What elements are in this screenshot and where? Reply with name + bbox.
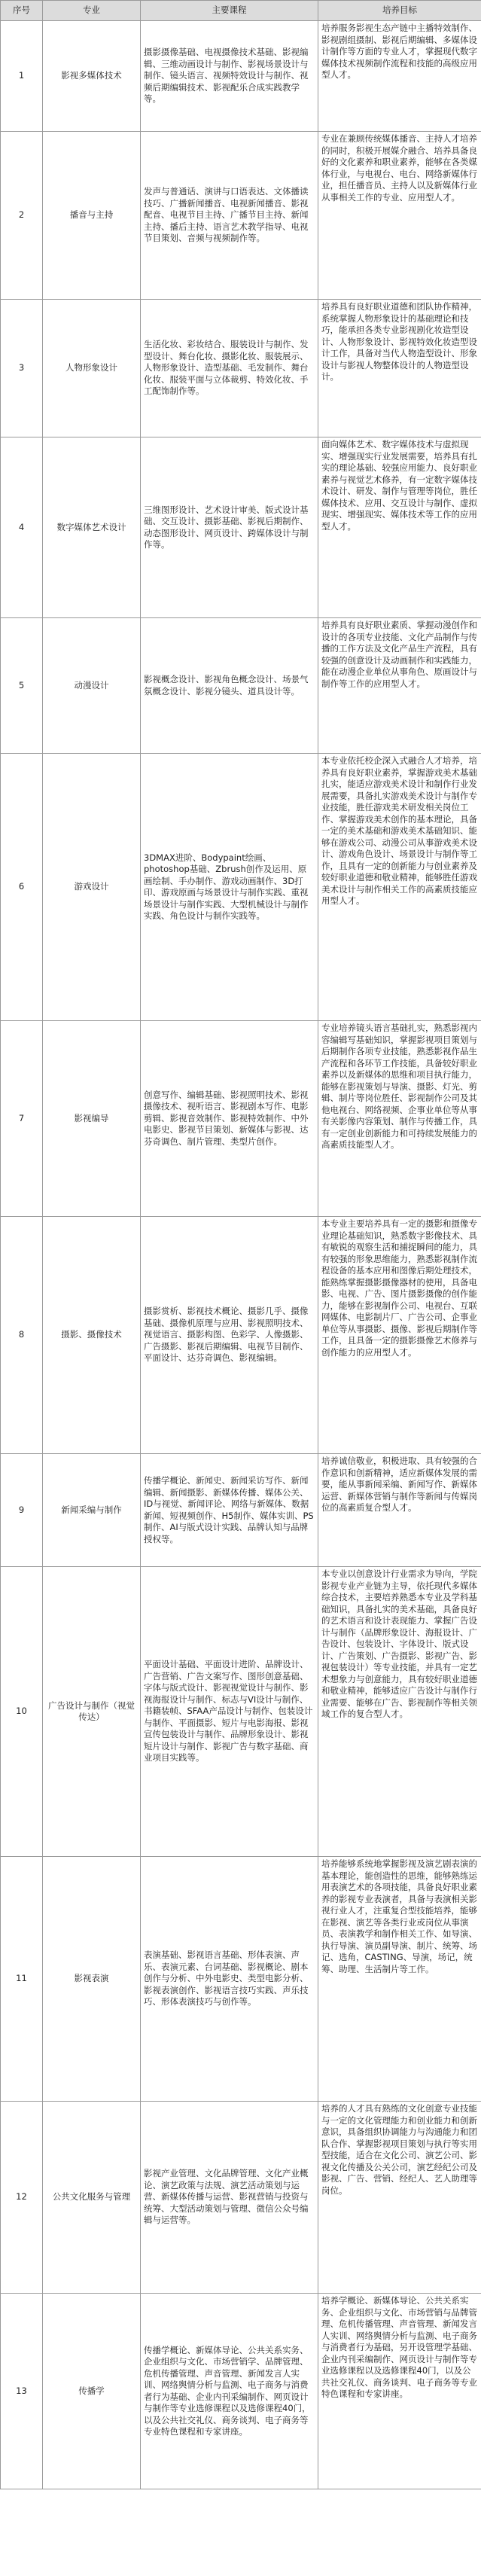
table-row — [1, 618, 481, 754]
row-number: 2 — [1, 132, 43, 300]
row-courses: 影视概念设计、影视角色概念设计、场景气氛概念设计、影视分镜头、道具设计等。 — [141, 618, 318, 754]
table-row — [1, 1857, 481, 2102]
row-number: 6 — [1, 754, 43, 1021]
row-goal: 本专业依托校企深入式融合人才培养，培养具有良好职业素养，掌握游戏美术基础扎实，能适应游戏美术设计和制作行业发展需要，具备扎实游戏美术设计与制作专业技能，胜任游戏美术研发相关岗位工作、掌握游戏美术创作的基本理论，具备一定的美术基础和游戏美术基础知识、能够在游戏公司、动漫公司从事游戏美术设计、游戏角色设计、场景设计与制作等工作，且具有一定的创新能力与创业素养及较好职业道德和敬业精神，能够胜任游戏美术设计与制作相关工作的高素质技能应用型人才。 — [318, 754, 481, 1021]
row-major: 游戏设计 — [43, 754, 141, 1021]
row-goal: 培养服务影视生态产链中主播特效制作、影视剧组摄制、影视后期编辑、多媒体设计制作等方面的专业人才，掌握现代数字媒体技术视频制作流程和技能的高级应用型人才。 — [318, 21, 481, 132]
row-courses: 摄影摄像基础、电视摄像技术基础、影视编辑、三维动画设计与制作、影视场景设计与制作、镜头语言、视频特效设计与制作、视频后期编辑技术、影视配乐合成实践教学等。 — [141, 21, 318, 132]
row-goal: 本专业以创意设计行业需求为导向，学院影视专业产业链为主导，依托现代多媒体综合技术，主要培养熟悉本专业及学科基础知识，具备扎实的美术基础，具备良好的艺术语言和设计表现能力、掌握广告设计与制作（品牌形象设计、海报设计、广告设计、包装设计、字体设计、版式设计、广告策划、广告摄影、影视广告、影视包装设计）等专业技能，并具有一定艺术想象力与创意能力，具有较好职业道德和敬业精神，能够适应广告设计与制作行业需要、能够在广告、影视制作等相关领域工作的复合型人才。 — [318, 1567, 481, 1857]
row-number: 11 — [1, 1857, 43, 2102]
row-courses: 传播学概论、新闻史、新闻采访写作、新闻编辑、新闻摄影、新媒体传播、媒体公关、ID与视觉、新闻评论、网络与新媒体、数据新闻、短视频创作、H5制作、媒体实训、PS制作、AI与版式设计实践、品牌认知与品牌授权等。 — [141, 1454, 318, 1567]
row-number: 4 — [1, 437, 43, 618]
row-courses: 三维图形设计、艺术设计审美、版式设计基础、交互设计、摄影基础、影视后期制作、动态图形设计、网页设计、跨媒体设计与制作等。 — [141, 437, 318, 618]
row-goal: 培养能够系统地掌握影视及演艺剧表演的基本理论，能创造性的思维，能够熟练运用表演艺术的各项技能，具备良好职业素养的影视专业表演者，具备与表演相关影视行业人才，注重复合型技能培养，能够在影视、演艺等各类行业或岗位从事演员、表演教学和制作相关工作、如导演、执行导演、演员副导演、制片、统筹、场记、选角，CASTING、导演，场记，统筹、助理、生活制片等工作。 — [318, 1857, 481, 2102]
row-major: 播音与主持 — [43, 132, 141, 300]
row-goal: 培养具有良好职业素质、掌握动漫创作和设计的各项专业技能、文化产品制作与传播的工作方法及文化产品生产流程，具有较强的创意设计及动画制作和实践能力，能在动漫企业单位从事角色、原画设计与制作等工作的应用型人才。 — [318, 618, 481, 754]
table-row — [1, 1454, 481, 1567]
row-major: 影视多媒体技术 — [43, 21, 141, 132]
row-number: 10 — [1, 1567, 43, 1857]
row-major: 新闻采编与制作 — [43, 1454, 141, 1567]
table-header-row — [1, 1, 481, 21]
row-courses: 摄影赏析、影视技术概论、摄影几乎、摄像基础、摄像机原理与应用、影视照明技术、视觉语言、摄影构图、色彩学、人像摄影、广告摄影、影视后期编辑、电视节目制作、平面设计、达芬奇调色、影视编辑。 — [141, 1217, 318, 1454]
row-goal: 专业在兼顾传统媒体播音、主持人才培养的同时，积极开展媒介融合、培养具备良好的文化素养和职业素养，能够在各类媒体行业，与电视台、电台、网络新媒体行业，担任播音员、主持人以及新媒体行业从事相关工作的专业、应用型人才。 — [318, 132, 481, 300]
header-no: 序号 — [1, 1, 43, 21]
row-goal: 培养的人才具有熟练的文化创意专业技能与一定的文化管理能力和创业能力和创新意识，具备组织协调能力与沟通能力和团队合作、掌握影视项目策划与执行等实用型技能，适合在文化公司、演艺公司、影视文化传播及公关公司，演艺经纪公司及影视、广告、营销、经纪人、艺人助理等岗位。 — [318, 2102, 481, 2294]
row-courses: 平面设计基础、平面设计进阶、品牌设计、广告营销、广告文案写作、图形创意基础、字体与版式设计、影视视觉设计与制作、影视海报设计与制作、标志与VI设计与制作、书籍装帧、SFAA产品设计与制作、包装设计与制作、平面摄影、短片与电影海报、影视宣传包装设计与制作、品牌形象设计、影视短片设计与制作、影视广告与数字基础、商业项目实践等。 — [141, 1567, 318, 1857]
table-row — [1, 2102, 481, 2294]
row-goal: 专业培养镜头语言基础扎实，熟悉影视内容编辑写基础知识，掌握影视项目策划与后期制作各项专业技能，熟悉影视作品生产流程和各环节工作技能，具备较好职业素养以及新媒体的思维和项目执行能力，能够在影视策划与导演、摄影、灯光、剪辑、制片等岗位胜任、影视制作公司及其他电视台、网络视频、企事业单位等从事有关影像内容策划、制作与传播工作，具有一定创业创新能力和可持续发展能力的高素质技能型人才。 — [318, 1021, 481, 1217]
row-major: 影视编导 — [43, 1021, 141, 1217]
row-courses: 发声与普通话、演讲与口语表达、文体播读技巧、广播新闻播音、电视新闻播音、影视配音、电视节目主持、广播节目主持、新闻主持、播后主持、语言艺术教学指导、电视节目策划、音频与视频制作等。 — [141, 132, 318, 300]
table-row — [1, 1217, 481, 1454]
row-courses: 创意写作、编辑基础、影视照明技术、影视摄像技术、视听语言、影视剧本写作、电影剪辑、影视音效制作、影视特效制作、中外电影史、影视节目策划、新媒体与影视、达芬奇调色、制片管理、类型片创作。 — [141, 1021, 318, 1217]
row-major: 动漫设计 — [43, 618, 141, 754]
row-goal: 本专业主要培养具有一定的摄影和摄像专业理论基础知识，熟悉数字影像技术、具有敏锐的观察生活和捕捉瞬间的能力，具有较强的形象思维能力，熟悉影视制作流程设备的基本应用和图像后期处理技术，能熟练掌握摄影摄像器材的使用，具备电影、电视、广告、图片摄影摄像的创作能力，能够在影视制作公司、电视台、互联网媒体、电影制片厂、广告公司、企事业单位等从事摄影、摄像、影视后期制作等工作，且具备一定的摄影摄像艺术修养与创作能力的应用型人才。 — [318, 1217, 481, 1454]
row-number: 12 — [1, 2102, 43, 2294]
table-row — [1, 132, 481, 300]
row-number: 3 — [1, 300, 43, 437]
row-major: 传播学 — [43, 2294, 141, 2489]
row-goal: 面向媒体艺术、数字媒体技术与虚拟现实、增强现实行业发展需要，培养具有扎实的理论基础、较强应用能力、良好职业素养与视觉艺术修养，有一定数字媒体技术设计、研发、制作与管理等岗位，胜任媒体技术、应用、交互设计与制作、虚拟现实、增强现实、媒体技术等工作的应用型人才。 — [318, 437, 481, 618]
row-number: 13 — [1, 2294, 43, 2489]
table-row — [1, 21, 481, 132]
row-courses: 影视产业管理、文化品牌管理、文化产业概论、演艺政策与法规、演艺活动策划与运营、新媒体传播与运营、影视营销与投资与统筹、大型活动策划与管理、微信公众号编辑与运营等。 — [141, 2102, 318, 2294]
row-courses: 传播学概论、新媒体导论、公共关系实务、企业组织与文化、市场营销学、品牌管理、危机传播管理、声音管理、新闻发言人实训、网络舆情分析与监测、电子商务与消费者行为基础、企业内刊采编制作、网页设计与制作等专业选修课程以及选修课程40门，以及公共社交礼仪、商务谈判、电子商务等专业特色课程和专家讲座。 — [141, 2294, 318, 2489]
row-major: 影视表演 — [43, 1857, 141, 2102]
row-goal: 培养学概论、新媒体导论、公共关系实务、企业组织与文化、市场营销与品牌管理、危机传播管理、声音管理、新闻发言人实训、网络舆情分析与监测、电子商务与消费者行为基础，另开设管理学基础、企业内刊采编制作、网页设计与制作等专业选修课程以及选修课程40门，以及公共社交礼仪、商务谈判、电子商务等专业特色课程和专家讲座。 — [318, 2294, 481, 2489]
row-number: 5 — [1, 618, 43, 754]
row-courses: 3DMAX进阶、Bodypaint绘画、photoshop基础、Zbrush创作及运用、原画绘制、手办制作、游戏动画制作、3D打印、游戏原画与场景设计与制作实践、重视场景设计与制作实践、大型机械设计与制作实践、角色设计与制作实践等。 — [141, 754, 318, 1021]
header-goal: 培养目标 — [318, 1, 481, 21]
row-major: 人物形象设计 — [43, 300, 141, 437]
row-number: 7 — [1, 1021, 43, 1217]
table-row — [1, 1021, 481, 1217]
row-courses: 表演基础、影视语言基础、形体表演、声乐、表演元素、台词基础、影视概论、剧本创作与分析、中外电影史、类型电影分析、影视表演创作、影视语言技巧实践、声乐技巧、形体表演技巧与创作等。 — [141, 1857, 318, 2102]
row-major: 数字媒体艺术设计 — [43, 437, 141, 618]
table-row — [1, 300, 481, 437]
row-goal: 培养诚信敬业，积极进取、具有较强的合作意识和创新精神，适应新媒体发展的需要，能从事新闻采编、新闻写作、新媒体运营、新媒体营销与制作等新闻与传媒岗位的高素质复合型人才。 — [318, 1454, 481, 1567]
row-major: 摄影、摄像技术 — [43, 1217, 141, 1454]
row-number: 9 — [1, 1454, 43, 1567]
table-row — [1, 437, 481, 618]
row-major: 公共文化服务与管理 — [43, 2102, 141, 2294]
table-row — [1, 1567, 481, 1857]
header-major: 专业 — [43, 1, 141, 21]
table-row — [1, 2294, 481, 2489]
table-row — [1, 754, 481, 1021]
row-courses: 生活化妆、彩妆结合、服装设计与制作、发型设计、舞台化妆、摄影化妆、服装展示、人物形象设计、造型基础、毛发制作、舞台化妆、服装平面与立体裁剪、特效化妆、手工配饰制作等。 — [141, 300, 318, 437]
header-courses: 主要课程 — [141, 1, 318, 21]
row-number: 8 — [1, 1217, 43, 1454]
row-goal: 培养具有良好职业道德和团队协作精神，系统掌握人物形象设计的基础理论和技巧，能承担各类专业影视剧化妆造型设计、人物形象设计、影视特效化妆造型设计工作，具备对当代人物造型设计、形象设计与影视人物整体设计的人物造型设计。 — [318, 300, 481, 437]
row-major: 广告设计与制作（视觉传达） — [43, 1567, 141, 1857]
row-number: 1 — [1, 21, 43, 132]
